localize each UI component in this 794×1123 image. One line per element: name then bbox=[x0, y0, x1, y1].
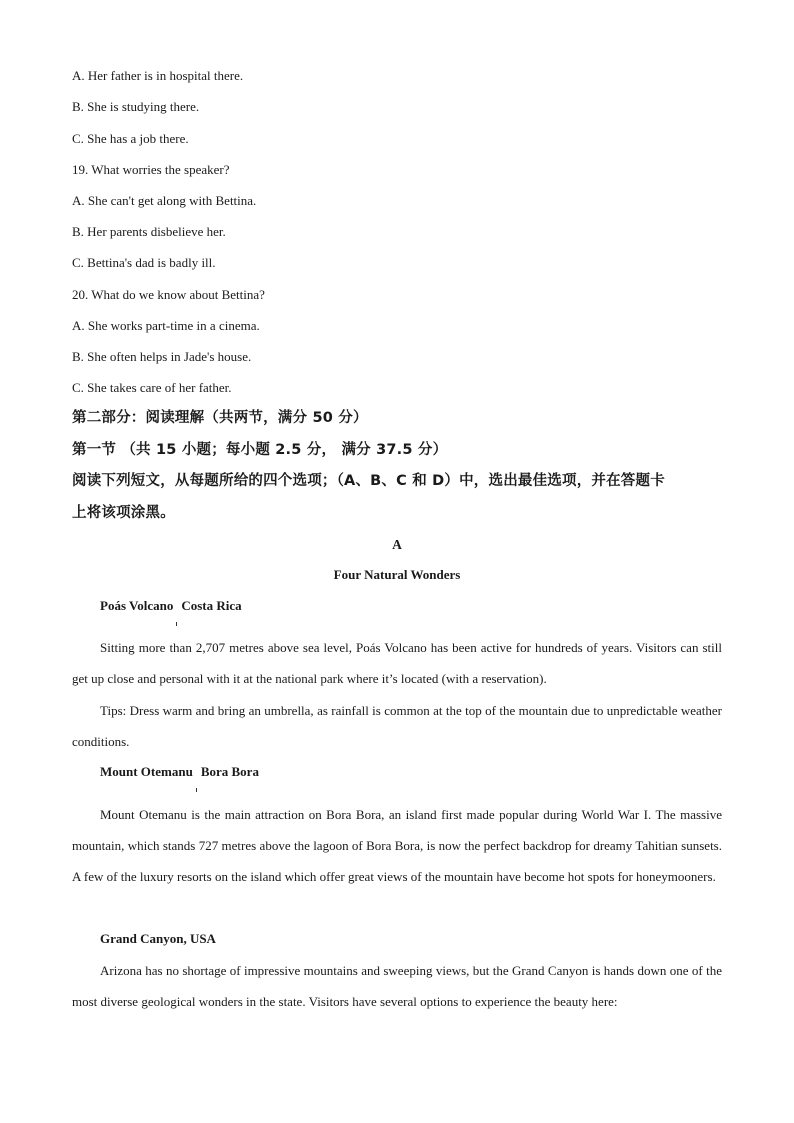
q19-question: 19. What worries the speaker? bbox=[72, 162, 230, 177]
q19-option-a: A. She can't get along with Bettina. bbox=[72, 193, 257, 208]
passage-title: Four Natural Wonders bbox=[333, 567, 461, 582]
q19-option-b: B. Her parents disbelieve her. bbox=[72, 224, 226, 239]
section-heading-poas bbox=[100, 598, 242, 614]
q20-option-a: A. She works part-time in a cinema. bbox=[72, 318, 260, 333]
q18-option-c: C. She has a job there. bbox=[72, 131, 189, 146]
section-name: Mount Otemanu bbox=[100, 764, 193, 779]
q19-option-c: C. Bettina's dad is badly ill. bbox=[72, 255, 216, 270]
section-place: Bora Bora bbox=[200, 764, 259, 779]
q20-option-c: C. She takes care of her father. bbox=[72, 380, 232, 395]
q18-option-a: A. Her father is in hospital there. bbox=[72, 68, 244, 83]
part2-heading: 第二部分：阅读理解（共两节，满分 50 分） bbox=[72, 410, 368, 426]
q20-question: 20. What do we know about Bettina? bbox=[72, 287, 265, 302]
section-place: Costa Rica bbox=[181, 598, 242, 613]
instruction-line-2: 上将该项涂黑。 bbox=[72, 505, 175, 521]
q20-option-b: B. She often helps in Jade's house. bbox=[72, 349, 252, 364]
instruction-line-1: 阅读下列短文，从每题所给的四个选项；（A、B、C 和 D）中，选出最佳选项，并在答题卡 bbox=[72, 473, 665, 489]
paragraph-poas-1: Sitting more than 2,707 metres above sea level, Poás Volcano has been active for hundreds of years. Visitors can still get up close and personal with it at the national park where it’s located (with a reservation). bbox=[72, 640, 722, 687]
q18-option-b: B. She is studying there. bbox=[72, 99, 200, 114]
section-name: Poás Volcano bbox=[100, 598, 174, 613]
section-heading-otemanu bbox=[100, 764, 259, 780]
section-heading-grand-canyon: Grand Canyon, USA bbox=[100, 931, 216, 946]
passage-label: A bbox=[392, 537, 402, 552]
paragraph-poas-tips: Tips: Dress warm and bring an umbrella, as rainfall is common at the top of the mountain due to unpredictable weather conditions. bbox=[72, 703, 722, 750]
paragraph-grand-canyon: Arizona has no shortage of impressive mountains and sweeping views, but the Grand Canyon is hands down one of the most diverse geological wonders in the state. Visitors have several options to experience the beauty here: bbox=[72, 963, 722, 1010]
paragraph-otemanu: Mount Otemanu is the main attraction on Bora Bora, an island first made popular during World War I. The massive mountain, which stands 727 metres above the lagoon of Bora Bora, is now the perfect backdrop for dreamy Tahitian sunsets. A few of the luxury resorts on the island which offer great views of the mountain have become hot spots for honeymooners. bbox=[72, 807, 722, 885]
section1-heading: 第一节 （共 15 小题；每小题 2.5 分， 满分 37.5 分） bbox=[72, 442, 448, 458]
